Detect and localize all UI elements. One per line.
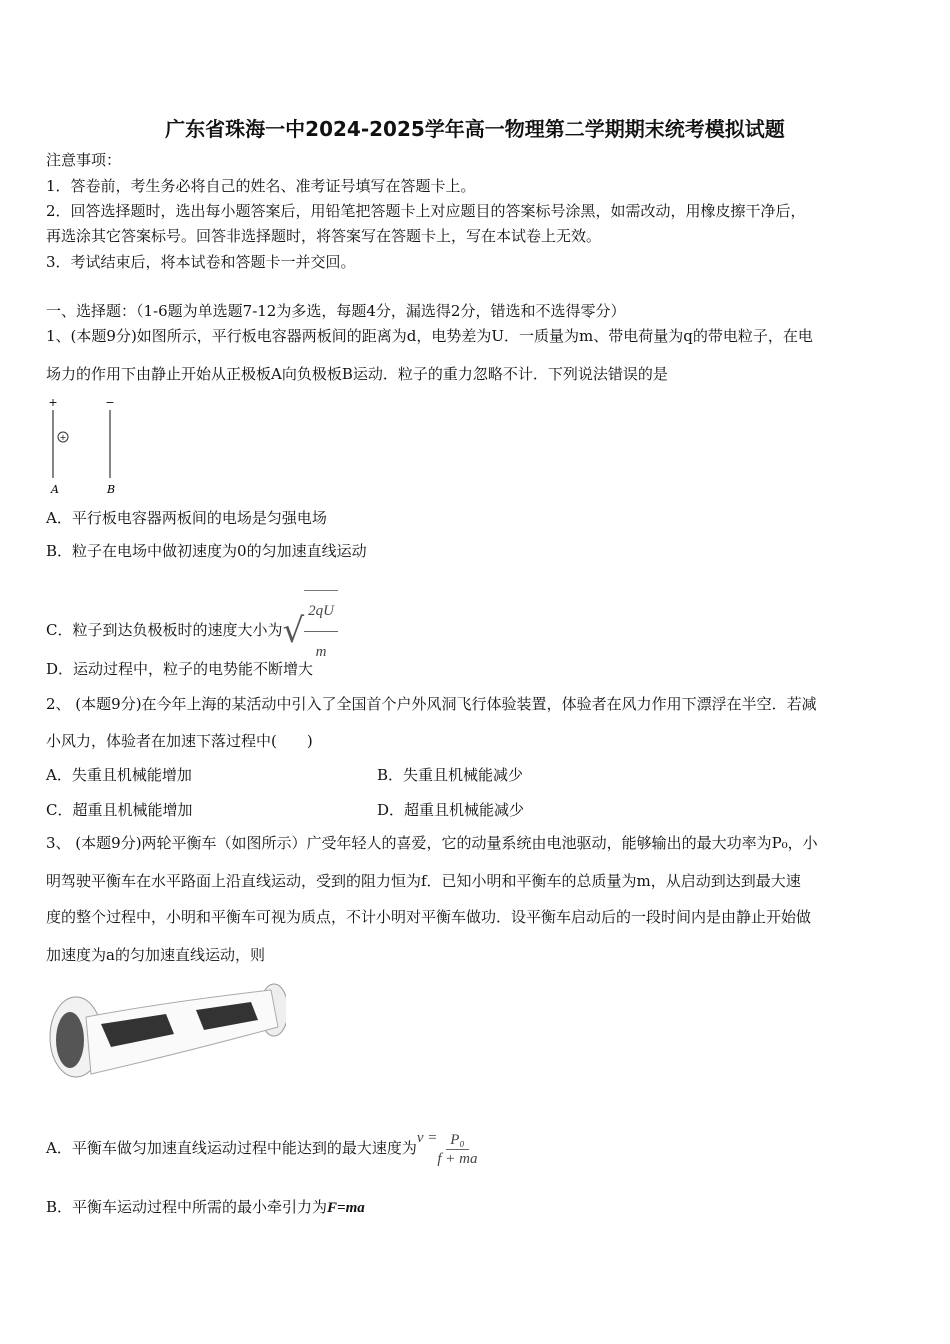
q1-stem: 场力的作用下由静止开始从正极板A向负极板B运动．粒子的重力忽略不计．下列说法错误的是 bbox=[46, 365, 668, 383]
minus-label: − bbox=[105, 396, 115, 409]
q2-option-c: C．超重且机械能增加 bbox=[46, 801, 193, 819]
particle-charge: + bbox=[59, 433, 67, 442]
force-formula: F=ma bbox=[327, 1200, 365, 1216]
formula-numerator: 2qU bbox=[304, 591, 338, 632]
q3-stem: 加速度为a的匀加速直线运动，则 bbox=[46, 946, 265, 964]
q1-option-b: B．粒子在电场中做初速度为0的匀加速直线运动 bbox=[46, 542, 367, 560]
hoverboard-image bbox=[46, 982, 286, 1087]
q3-option-b-text: B．平衡车运动过程中所需的最小牵引力为 bbox=[46, 1198, 328, 1216]
plus-label: + bbox=[48, 396, 58, 409]
notice-item: 再选涂其它答案标号。回答非选择题时，将答案写在答题卡上，写在本试卷上无效。 bbox=[46, 227, 602, 245]
q3-option-a bbox=[46, 1128, 478, 1168]
q3-stem: 3、 (本题9分)两轮平衡车（如图所示）广受年轻人的喜爱，它的动量系统由电池驱动，能够输出的最大功率为P₀，小 bbox=[46, 834, 818, 852]
notice-item: 2．回答选择题时，选出每小题答案后，用铅笔把答题卡上对应题目的答案标号涂黑，如需改动，用橡皮擦干净后， bbox=[46, 202, 806, 220]
sqrt-formula: √ $\frac{2qU}{m}$ bbox=[282, 590, 338, 672]
formula-denominator: m bbox=[315, 644, 327, 660]
q2-option-b: B．失重且机械能减少 bbox=[377, 766, 524, 784]
q2-stem: 2、 (本题9分)在今年上海的某活动中引入了全国首个户外风洞飞行体验装置，体验者在风力作用下漂浮在半空．若减 bbox=[46, 695, 817, 713]
q2-stem: 小风力，体验者在加速下落过程中( ) bbox=[46, 732, 313, 750]
formula-numerator: P₀ bbox=[446, 1131, 468, 1150]
q1-option-d: D．运动过程中，粒子的电势能不断增大 bbox=[46, 660, 314, 678]
formula-lhs: v = bbox=[416, 1129, 438, 1146]
q2-option-a: A．失重且机械能增加 bbox=[46, 766, 192, 784]
plate-b-label: B bbox=[106, 483, 116, 496]
q1-option-a: A．平行板电容器两板间的电场是匀强电场 bbox=[46, 509, 327, 527]
notice-item: 3．考试结束后，将本试卷和答题卡一并交回。 bbox=[46, 253, 356, 271]
plate-a-label: A bbox=[51, 483, 59, 496]
q3-stem: 度的整个过程中，小明和平衡车可视为质点，不计小明对平衡车做功．设平衡车启动后的一段时间内是由静止开始做 bbox=[46, 908, 812, 926]
q1-option-c-text: C．粒子到达负极板时的速度大小为 bbox=[46, 621, 283, 639]
capacitor-figure bbox=[44, 396, 124, 496]
q3-option-b bbox=[46, 1197, 365, 1218]
section-heading: 一、选择题：（1-6题为单选题7-12为多选，每题4分，漏选得2分，错选和不选得零分） bbox=[46, 302, 626, 320]
notice-heading: 注意事项： bbox=[46, 151, 122, 169]
q3-stem: 明驾驶平衡车在水平路面上沿直线运动，受到的阻力恒为f．已知小明和平衡车的总质量为m，从启动到达到最大速 bbox=[46, 872, 801, 890]
formula-denominator: f + ma bbox=[437, 1150, 478, 1167]
q2-option-d: D．超重且机械能减少 bbox=[377, 801, 525, 819]
q1-stem: 1、(本题9分)如图所示，平行板电容器两板间的距离为d，电势差为U．一质量为m、带电荷量为q的带电粒子，在电 bbox=[46, 327, 813, 345]
notice-item: 1．答卷前，考生务必将自己的姓名、准考证号填写在答题卡上。 bbox=[46, 177, 476, 195]
q3-option-a-text: A．平衡车做匀加速直线运动过程中能达到的最大速度为 bbox=[46, 1139, 417, 1157]
page-title: 广东省珠海一中2024-2025学年高一物理第二学期期末统考模拟试题 bbox=[165, 117, 785, 141]
velocity-formula bbox=[417, 1131, 478, 1168]
